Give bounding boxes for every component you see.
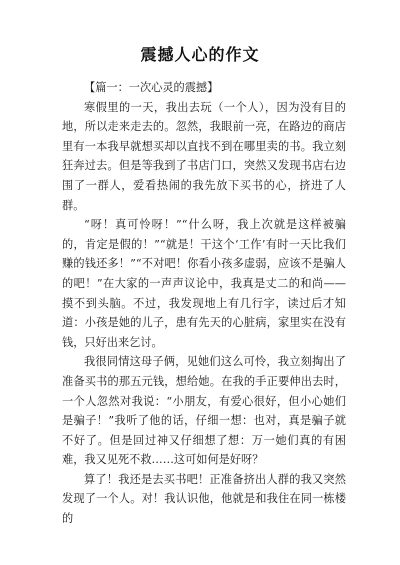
section-heading: 【篇一：一次心灵的震撼】 xyxy=(84,81,219,94)
document-body xyxy=(62,78,346,529)
paragraph-3: 我很同情这母子俩，见她们这么可怜，我立刻掏出了准备买书的那五元钱，想给她。在我的手正要伸出去时，一个人忽然对我说：“小朋友，有爱心很好，但小心她们是骗子！”我听了他的话，仔细一想：也对，真是骗子就不好了。但是回过神又仔细想了想：万一她们真的有困难，我又见死不救……这可如何是好呀？ xyxy=(62,355,346,467)
paragraph-1: 寒假里的一天，我出去玩（一个人），因为没有目的地，所以走来走去的。忽然，我眼前一亮，在路边的商店里有一本我早就想买却以直找不到在哪里卖的书。我立刻狂奔过去。但是等我到了书店门口，突然又发现书店右边围了一群人，爱看热闹的我先放下买书的心，挤进了人群。 xyxy=(62,100,346,212)
paragraph-4: 算了！我还是去买书吧！正准备挤出人群的我又突然发现了一个人。对！我认识他，他就是和我住在同一栋楼的 xyxy=(62,472,346,526)
document-title: 震撼人心的作文 xyxy=(140,45,260,64)
paragraph-2: “呀！真可怜呀！”“什么呀，我上次就是这样被骗的，肯定是假的！”“就是！干这个‘工作’有时一天比我们赚的钱还多！”“不对吧！你看小孩多虚弱，应该不是骗人的吧！”在大家的一声声议论中，我真是丈二的和尚——摸不到头脑。不过，我发现地上有几行字，读过后才知道：小孩是她的儿子，患有先天的心脏病，家里实在没有钱，只好出来乞讨。 xyxy=(62,218,346,349)
